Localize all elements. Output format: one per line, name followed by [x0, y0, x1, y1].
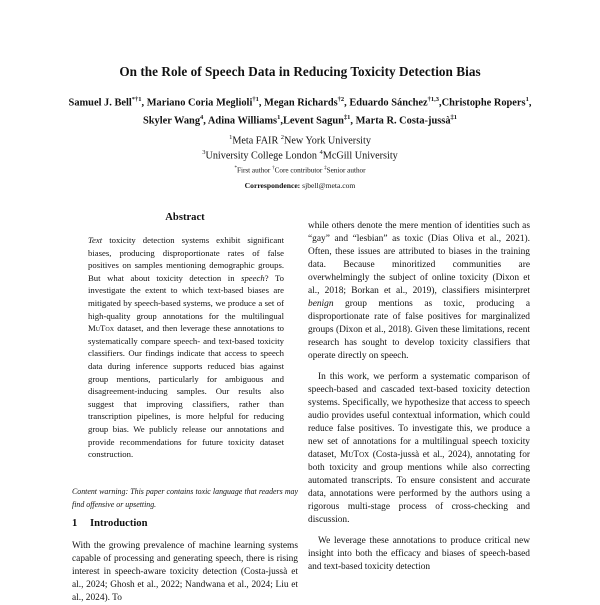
emphasis-text: Text [88, 235, 103, 245]
author-separator: , [344, 97, 350, 109]
author-name: Adina Williams [207, 115, 278, 127]
author-marker: 1 [525, 96, 529, 103]
section-number: 1 [72, 518, 78, 529]
abstract-text [88, 234, 284, 461]
text-run: (Costa-jussà et al., 2024), annotating for both toxicity and group mentions while also correcting automated transcripts. To ensure consistent and accurate data, annotations were performed by the authors using a rigorous multi-stage process of cross-checking and discussion. [308, 450, 531, 525]
author-separator: , [280, 115, 283, 127]
affiliation-name: Meta FAIR [232, 135, 281, 147]
paper-title: On the Role of Speech Data in Reducing Toxicity Detection Bias [119, 64, 481, 79]
author-marker: 4 [200, 114, 204, 122]
note-text: First author [236, 166, 273, 175]
text-run: ? To investigate the extent to which text-based biases are mitigated by speech-based systems, we produce a set of high-quality group annotations for the multilingual [88, 272, 284, 321]
section-title: Introduction [90, 518, 148, 529]
emphasis-text: benign [308, 299, 334, 309]
affiliation-name: New York University [284, 135, 371, 147]
author-separator: , [258, 97, 265, 109]
paragraph [308, 371, 530, 527]
author-marker: †1,3 [427, 96, 439, 103]
right-column [308, 220, 530, 582]
author-name: Mariano Coria Meglioli [146, 97, 253, 109]
affiliation-marker: 4 [319, 149, 323, 156]
affiliation-name: University College London [205, 150, 320, 162]
text-run: dataset, and then leverage these annotations to systematically compare speech- and text-based toxicity classifiers. Our findings indicate that access to speech data during inference supports reduced bias against group mentions, particularly for ambiguous and disagreement-inducing samples. Our results also suggest that improving classifiers, rather than transcription pipelines, is more helpful for reducing group bias. We publicly release our annotations and provide recommendations for future toxicity dataset construction. [88, 323, 284, 460]
introduction-text: With the growing prevalence of machine learning systems capable of processing and generating speech, there is rising interest in speech-aware toxicity detection (Costa-jussà et al., 2024; Ghosh et al., 2022; Nandwana et al., 2024; Liu et al., 2024). To [72, 541, 298, 603]
author-name: Eduardo Sánchez [349, 97, 428, 109]
text-run: while others denote the mere mention of identities such as “gay” and “lesbian” as toxic (Dias Oliva et al., 2021). Often, these issues are attributed to biases in the training data. Because minoritized communities are overwhelmingly the subject of online toxicity (Dixon et al., 2018; Borkan et al., 2019), classifiers misinterpret [308, 221, 530, 296]
affiliation-name: McGill University [322, 150, 398, 162]
author-separator: , [528, 97, 532, 109]
author-name: Samuel J. Bell [68, 97, 132, 109]
author-marker: 1 [277, 114, 281, 122]
text-run: In this work, we perform a systematic comparison of speech-based and cascaded text-based toxicity detection systems. Specifically, we hypothesize that access to speech audio provides useful contextual information, which could reduce false positives. To investigate this, we produce a new set of annotations for a multilingual speech toxicity dataset, [308, 372, 530, 460]
correspondence-label: Correspondence: [244, 181, 301, 190]
author-name: Skyler Wang [142, 115, 201, 127]
author-marker: ‡1 [450, 114, 458, 122]
paragraph [308, 220, 530, 363]
note-text: Senior author [326, 166, 366, 175]
correspondence-email[interactable]: sjbell@meta.com [302, 181, 356, 190]
note-marker: † [272, 166, 275, 171]
affiliation-line-2 [0, 149, 600, 161]
correspondence [0, 181, 600, 190]
affiliation-marker: 1 [229, 134, 233, 141]
author-separator: , [350, 115, 356, 127]
author-name: Levent Sagun [282, 115, 344, 127]
author-name: Megan Richards [264, 97, 338, 109]
author-name: Christophe Ropers [441, 97, 526, 109]
author-separator: , [203, 115, 208, 127]
content-warning: Content warning: This paper contains toxic language that readers may find offensive or upsetting. [72, 487, 298, 509]
text-run: We leverage these annotations to produce critical new insight into both the efficacy and biases of speech-based and text-based toxicity detection [308, 536, 530, 572]
paragraph [308, 535, 530, 574]
author-marker: †2 [337, 96, 345, 103]
author-separator: , [141, 97, 147, 109]
emphasis-text: speech [241, 272, 265, 283]
author-list [60, 92, 540, 129]
affiliation-marker: 2 [280, 134, 285, 141]
abstract-heading: Abstract [165, 212, 205, 223]
dataset-name: MuTox [339, 450, 370, 460]
note-marker: ‡ [324, 166, 327, 171]
affiliation-line-1 [0, 134, 600, 146]
author-notes [0, 166, 600, 174]
affiliation-marker: 3 [202, 149, 206, 156]
text-run: group mentions as toxic, producing a disproportionate rate of false positives for marginalized groups (Dixon et al., 2018). Given these limitations, recent research has sought to develop toxicity classifiers that operate directly on speech. [308, 299, 530, 361]
author-marker: *†1 [131, 96, 142, 103]
author-marker: ‡1 [343, 114, 351, 122]
note-text: Core contributor [274, 166, 325, 175]
dataset-name: MuTox [88, 323, 115, 334]
author-name: Marta R. Costa-jussà [355, 115, 451, 127]
text-run: toxicity detection systems exhibit significant biases, producing disproportionate rates of false positives on samples mentioning demographic groups. But what about toxicity detection in [88, 235, 284, 283]
author-marker: †1 [252, 96, 259, 103]
note-marker: * [234, 166, 237, 171]
section-heading-introduction [72, 518, 298, 529]
author-separator: , [438, 97, 442, 109]
